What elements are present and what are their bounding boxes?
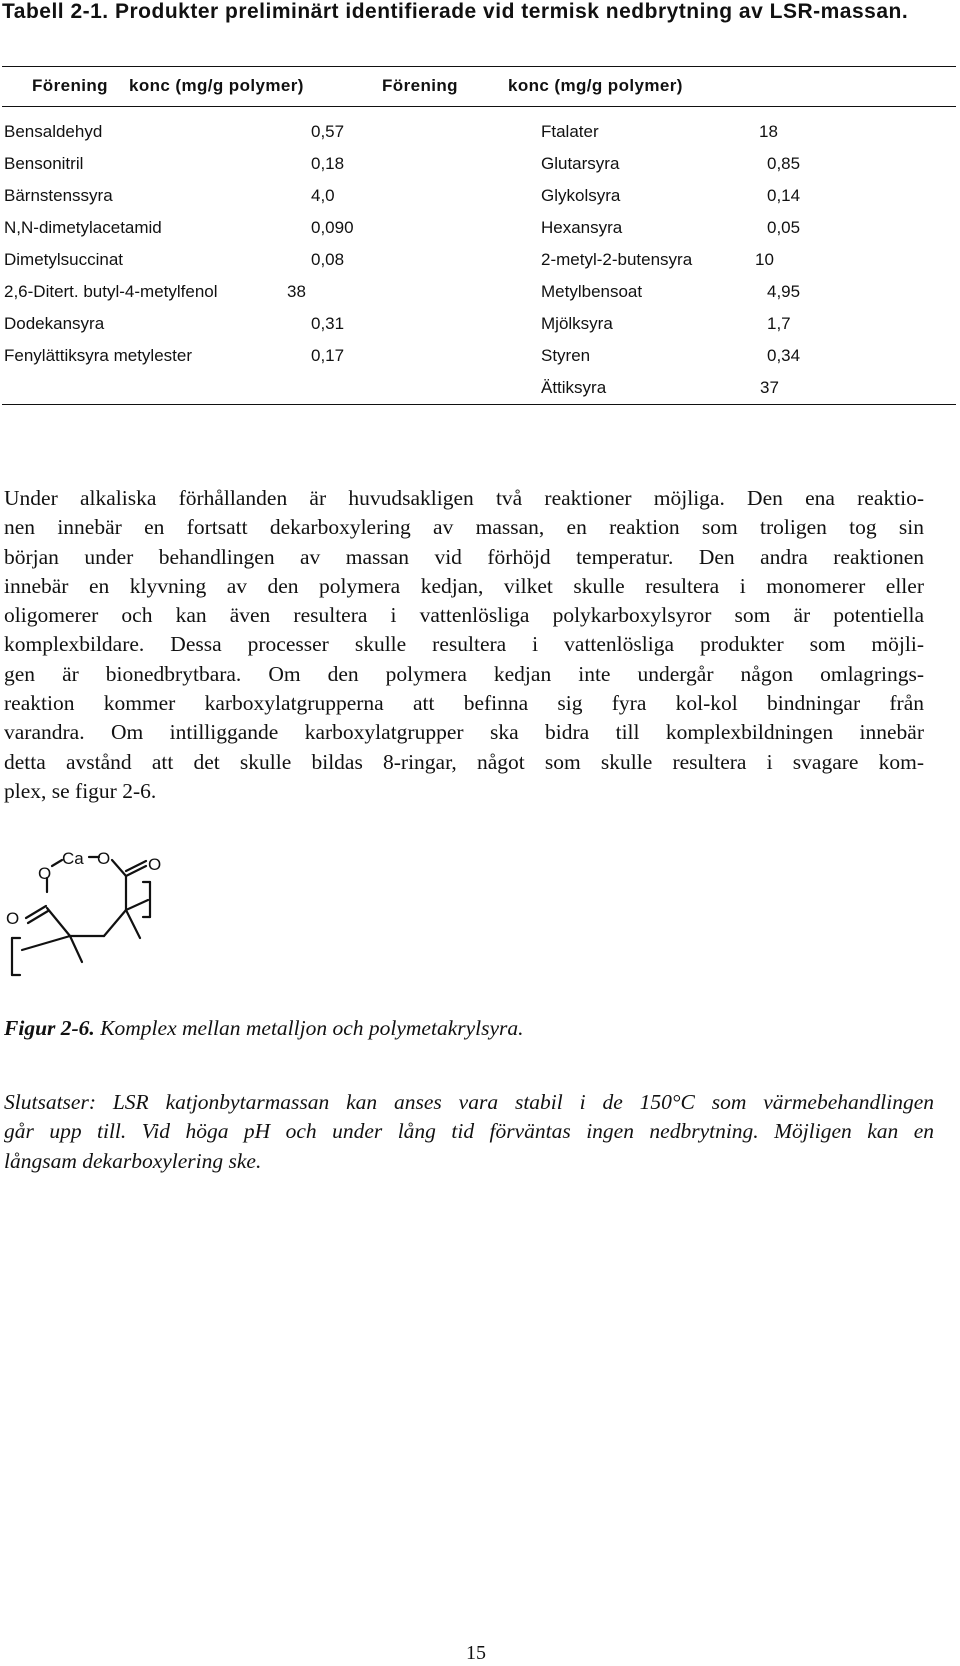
conclusion-line: Slutsatser: LSR katjonbytarmassan kan anses vara stabil i de 150°C som värmebehandlingen: [4, 1090, 934, 1114]
body-line: reaktion kommer karboxylatgrupperna att befinna sig fyra kol-kol bindningar från: [4, 691, 924, 716]
left-compound-value: 0,31: [311, 314, 345, 333]
right-compound-name: Mjölksyra: [541, 314, 613, 333]
left-compound-value: 0,18: [311, 154, 345, 173]
atom-oxygen: O: [38, 864, 52, 883]
left-compound-name: 2,6-Ditert. butyl-4-metylfenol: [4, 282, 218, 301]
bond: [52, 860, 62, 866]
right-compound-value: 18: [759, 122, 778, 141]
body-line: gen är bionedbrytbara. Om den polymera kedjan inte undergår någon omlagrings-: [4, 661, 924, 686]
body-paragraph: [4, 484, 924, 806]
chain-bond: [126, 900, 148, 910]
left-compound-name: Dodekansyra: [4, 314, 105, 333]
double-bond: [126, 866, 146, 876]
table-header-concentration-2: konc (mg/g polymer): [508, 76, 683, 95]
methyl-bond: [70, 936, 82, 962]
body-line: innebär en klyvning av den polymera kedjan, vilket skulle resultera i monomerer eller: [4, 573, 924, 598]
right-compound-name: Metylbensoat: [541, 282, 643, 301]
right-compound-value: 0,34: [767, 346, 801, 365]
left-compound-name: N,N-dimetylacetamid: [4, 218, 162, 237]
chain-bond: [22, 936, 70, 950]
table-top-rule: [2, 66, 956, 67]
right-compound-value: 10: [755, 250, 774, 269]
right-compound-value: 0,85: [767, 154, 801, 173]
figure-caption-text: Komplex mellan metalljon och polymetakrylsyra.: [94, 1016, 524, 1040]
atom-oxygen: O: [6, 909, 20, 928]
conclusion-line: går upp till. Vid höga pH och under lång tid förväntas ingen nedbrytning. Möjligen kan en: [4, 1119, 934, 1144]
table-bottom-rule: [2, 404, 956, 405]
right-compound-name: Ftalater: [541, 122, 599, 141]
right-compound-value: 4,95: [767, 282, 801, 301]
table-header-concentration-1: konc (mg/g polymer): [129, 76, 304, 95]
conclusion-line: långsam dekarboxylering ske.: [4, 1148, 262, 1173]
table-header-compound-1: Förening: [32, 76, 108, 95]
right-compound-value: 0,14: [767, 186, 801, 205]
right-compound-name: Styren: [541, 346, 591, 365]
double-bond: [26, 906, 46, 918]
figure-caption-label: Figur 2-6.: [4, 1016, 95, 1040]
body-line: detta avstånd att det skulle bildas 8-ringar, något som skulle resultera i svagare kom-: [4, 749, 924, 774]
page-number: 15: [466, 1642, 486, 1664]
right-compound-name: Hexansyra: [541, 218, 623, 237]
double-bond: [126, 861, 146, 871]
left-compound-value: 0,08: [311, 250, 345, 269]
body-line: varandra. Om intilliggande karboxylatgrupper ska bidra till komplexbildningen innebär: [4, 720, 924, 745]
left-compound-value: 4,0: [311, 186, 335, 205]
body-line: Under alkaliska förhållanden är huvudsakligen två reaktioner möjliga. Den ena reaktio-: [4, 486, 924, 510]
bond: [104, 910, 126, 936]
table-header-rule: [2, 106, 956, 107]
chemical-structure-figure: [0, 840, 200, 990]
right-compound-value: 37: [760, 378, 779, 397]
bond: [112, 860, 126, 876]
left-compound-value: 0,17: [311, 346, 345, 365]
atom-ca: Ca: [62, 849, 84, 868]
methyl-bond: [126, 910, 140, 938]
right-compound-name: Glykolsyra: [541, 186, 621, 205]
right-compound-name: Ättiksyra: [541, 378, 607, 397]
figure-caption: [4, 1016, 524, 1041]
atom-oxygen: O: [148, 855, 162, 874]
right-compound-value: 0,05: [767, 218, 801, 237]
left-compound-name: Bärnstenssyra: [4, 186, 113, 205]
table-header-compound-2: Förening: [382, 76, 458, 95]
double-bond: [28, 911, 48, 923]
atom-oxygen: O: [97, 849, 111, 868]
bond: [47, 908, 70, 936]
right-compound-name: Glutarsyra: [541, 154, 620, 173]
left-compound-value: 0,090: [311, 218, 354, 237]
left-compound-name: Fenylättiksyra metylester: [4, 346, 192, 365]
right-compound-value: 1,7: [767, 314, 791, 333]
body-line: början under behandlingen av massan vid förhöjd temperatur. Den andra reaktionen: [4, 544, 924, 569]
body-line: komplexbildare. Dessa processer skulle resultera i vattenlösliga produkter som möjli-: [4, 632, 924, 657]
conclusion-paragraph: [4, 1088, 934, 1176]
left-compound-value: 0,57: [311, 122, 345, 141]
left-compound-name: Dimetylsuccinat: [4, 250, 124, 269]
table-caption: Tabell 2-1. Produkter preliminärt identifierade vid termisk nedbrytning av LSR-massan.: [2, 0, 909, 23]
left-compound-value: 38: [287, 282, 306, 301]
left-compound-name: Bensaldehyd: [4, 122, 103, 141]
body-line: oligomerer och kan även resultera i vattenlösliga polykarboxylsyror som är potentiella: [4, 603, 924, 628]
body-line: plex, se figur 2-6.: [4, 778, 157, 803]
right-compound-name: 2-metyl-2-butensyra: [541, 250, 693, 269]
body-line: nen innebär en fortsatt dekarboxylering av massan, en reaktion som troligen tog sin: [4, 515, 924, 540]
left-compound-name: Bensonitril: [4, 154, 84, 173]
